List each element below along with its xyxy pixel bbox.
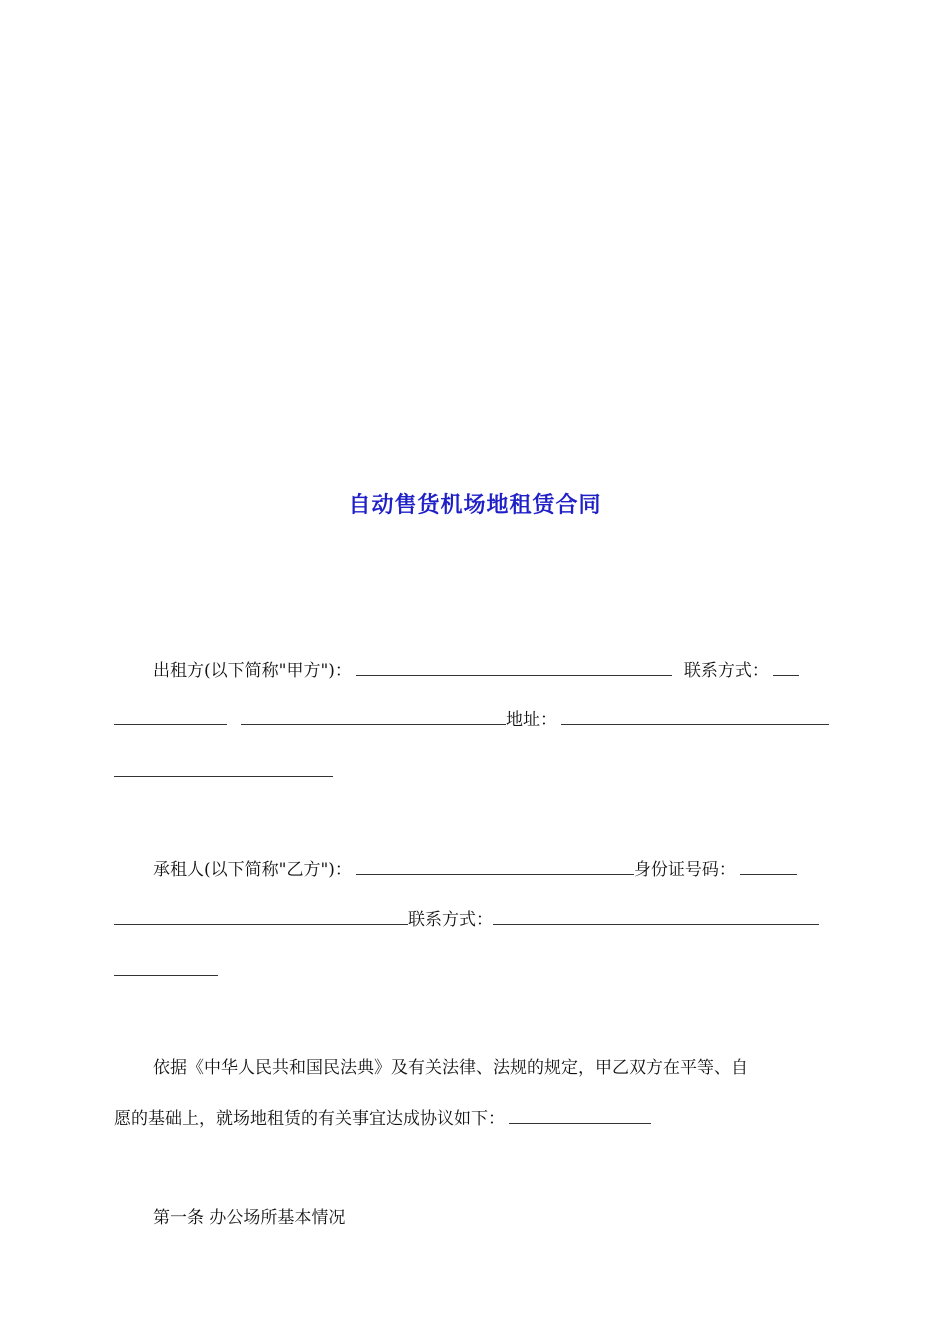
lessor-address-blank-cont[interactable] <box>114 776 333 777</box>
lessee-contact-label: 联系方式： <box>408 910 493 930</box>
lessee-line-2 <box>114 907 819 931</box>
lessor-contact-blank-cont[interactable] <box>114 707 227 725</box>
lessee-id-label: 身份证号码： <box>633 860 736 880</box>
lessee-contact-blank-cont[interactable] <box>114 975 218 976</box>
basis-line-2 <box>114 1106 651 1130</box>
lessor-address-label: 地址： <box>506 710 557 730</box>
lessee-id-blank[interactable] <box>740 857 797 875</box>
lessee-id-blank-cont[interactable] <box>114 907 408 925</box>
basis-line-2-text: 愿的基础上，就场地租赁的有关事宜达成协议如下： <box>114 1109 505 1129</box>
lessor-line-1 <box>153 658 799 682</box>
lessor-name-blank[interactable] <box>356 658 672 676</box>
lessor-extra-blank[interactable] <box>241 707 506 725</box>
lessor-contact-label: 联系方式： <box>683 661 769 681</box>
article-1-heading: 第一条 办公场所基本情况 <box>153 1208 346 1228</box>
basis-blank[interactable] <box>509 1106 651 1124</box>
lessor-line-2 <box>114 707 829 731</box>
lessor-contact-blank[interactable] <box>773 658 799 676</box>
lessor-label: 出租方(以下简称"甲方")： <box>153 661 352 681</box>
basis-line-1: 依据《中华人民共和国民法典》及有关法律、法规的规定，甲乙双方在平等、自 <box>153 1058 748 1078</box>
lessee-line-1 <box>153 857 797 881</box>
lessee-contact-blank[interactable] <box>493 907 819 925</box>
lessee-name-blank[interactable] <box>356 857 634 875</box>
document-title: 自动售货机场地租赁合同 <box>348 493 602 518</box>
lessee-label: 承租人(以下简称"乙方")： <box>153 860 352 880</box>
lessor-address-blank[interactable] <box>561 707 829 725</box>
